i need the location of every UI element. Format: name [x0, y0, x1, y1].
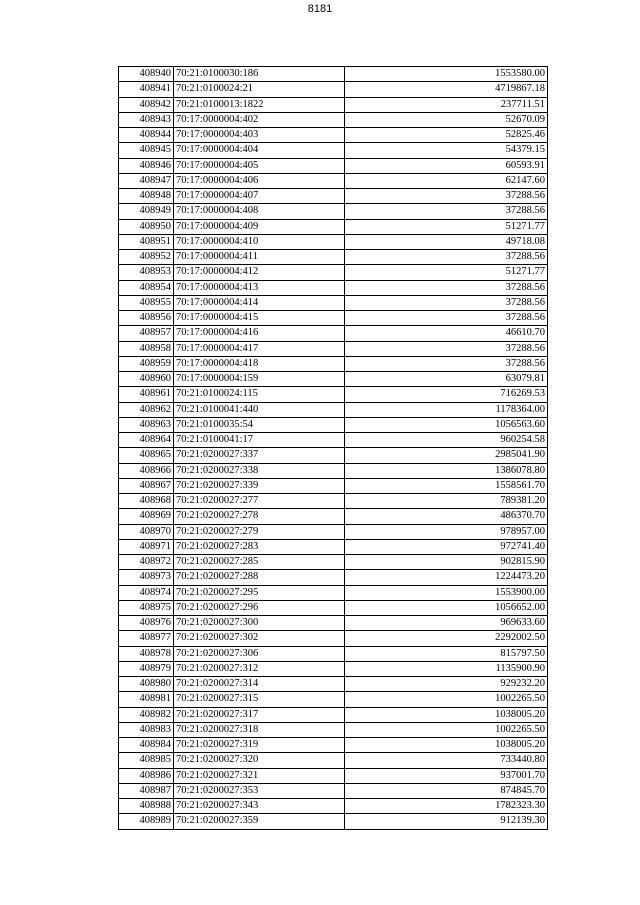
row-id-cell: 408970 [119, 524, 174, 539]
table-row [119, 326, 548, 341]
amount-cell: 978957.00 [345, 524, 548, 539]
table-row [119, 570, 548, 585]
row-id-cell: 408988 [119, 799, 174, 814]
table-row [119, 128, 548, 143]
amount-cell: 1178364.00 [345, 402, 548, 417]
row-id-cell: 408989 [119, 814, 174, 829]
row-id-cell: 408971 [119, 539, 174, 554]
cadastral-number-cell: 70:21:0200027:337 [174, 448, 345, 463]
row-id-cell: 408982 [119, 707, 174, 722]
table-row [119, 631, 548, 646]
table-row [119, 707, 548, 722]
amount-cell: 237711.51 [345, 97, 548, 112]
table-row [119, 356, 548, 371]
row-id-cell: 408955 [119, 295, 174, 310]
amount-cell: 37288.56 [345, 356, 548, 371]
amount-cell: 912139.30 [345, 814, 548, 829]
amount-cell: 874845.70 [345, 783, 548, 798]
cadastral-number-cell: 70:21:0100035:54 [174, 417, 345, 432]
row-id-cell: 408974 [119, 585, 174, 600]
cadastral-number-cell: 70:21:0200027:285 [174, 555, 345, 570]
cadastral-number-cell: 70:21:0200027:359 [174, 814, 345, 829]
row-id-cell: 408943 [119, 112, 174, 127]
cadastral-number-cell: 70:17:0000004:413 [174, 280, 345, 295]
amount-cell: 929232.20 [345, 677, 548, 692]
amount-cell: 51271.77 [345, 265, 548, 280]
table-row [119, 250, 548, 265]
table-row [119, 555, 548, 570]
table-row [119, 738, 548, 753]
amount-cell: 789381.20 [345, 494, 548, 509]
table-row [119, 204, 548, 219]
cadastral-number-cell: 70:21:0100030:186 [174, 67, 345, 82]
amount-cell: 63079.81 [345, 372, 548, 387]
cadastral-number-cell: 70:21:0200027:338 [174, 463, 345, 478]
cadastral-number-cell: 70:17:0000004:407 [174, 189, 345, 204]
cadastral-number-cell: 70:21:0100024:21 [174, 82, 345, 97]
table-row [119, 539, 548, 554]
row-id-cell: 408958 [119, 341, 174, 356]
cadastral-number-cell: 70:17:0000004:159 [174, 372, 345, 387]
amount-cell: 960254.58 [345, 433, 548, 448]
table-row [119, 646, 548, 661]
cadastral-number-cell: 70:21:0200027:283 [174, 539, 345, 554]
row-id-cell: 408981 [119, 692, 174, 707]
row-id-cell: 408954 [119, 280, 174, 295]
amount-cell: 37288.56 [345, 311, 548, 326]
cadastral-number-cell: 70:17:0000004:414 [174, 295, 345, 310]
table-row [119, 463, 548, 478]
row-id-cell: 408944 [119, 128, 174, 143]
table-row [119, 112, 548, 127]
amount-cell: 1558561.70 [345, 478, 548, 493]
amount-cell: 52670.09 [345, 112, 548, 127]
table-row [119, 372, 548, 387]
amount-cell: 1038005.20 [345, 707, 548, 722]
cadastral-number-cell: 70:21:0200027:306 [174, 646, 345, 661]
table-row [119, 509, 548, 524]
row-id-cell: 408984 [119, 738, 174, 753]
cadastral-number-cell: 70:21:0200027:320 [174, 753, 345, 768]
table-row [119, 341, 548, 356]
row-id-cell: 408979 [119, 661, 174, 676]
row-id-cell: 408967 [119, 478, 174, 493]
table-row [119, 189, 548, 204]
row-id-cell: 408976 [119, 616, 174, 631]
cadastral-number-cell: 70:17:0000004:418 [174, 356, 345, 371]
amount-cell: 937001.70 [345, 768, 548, 783]
table-row [119, 295, 548, 310]
table-row [119, 600, 548, 615]
amount-cell: 1038005.20 [345, 738, 548, 753]
cadastral-number-cell: 70:21:0200027:317 [174, 707, 345, 722]
row-id-cell: 408953 [119, 265, 174, 280]
cadastral-number-cell: 70:21:0200027:319 [174, 738, 345, 753]
cadastral-number-cell: 70:17:0000004:410 [174, 234, 345, 249]
amount-cell: 1056652.00 [345, 600, 548, 615]
row-id-cell: 408985 [119, 753, 174, 768]
amount-cell: 37288.56 [345, 204, 548, 219]
row-id-cell: 408948 [119, 189, 174, 204]
row-id-cell: 408941 [119, 82, 174, 97]
table-row [119, 82, 548, 97]
table-row [119, 478, 548, 493]
cadastral-number-cell: 70:17:0000004:417 [174, 341, 345, 356]
amount-cell: 969633.60 [345, 616, 548, 631]
row-id-cell: 408983 [119, 722, 174, 737]
cadastral-number-cell: 70:17:0000004:403 [174, 128, 345, 143]
amount-cell: 1782323.30 [345, 799, 548, 814]
row-id-cell: 408965 [119, 448, 174, 463]
cadastral-number-cell: 70:17:0000004:409 [174, 219, 345, 234]
cadastral-number-cell: 70:21:0200027:300 [174, 616, 345, 631]
amount-cell: 37288.56 [345, 250, 548, 265]
row-id-cell: 408956 [119, 311, 174, 326]
row-id-cell: 408949 [119, 204, 174, 219]
page-number: 8181 [307, 3, 333, 15]
table-row [119, 97, 548, 112]
amount-cell: 54379.15 [345, 143, 548, 158]
table-row [119, 219, 548, 234]
table-row [119, 417, 548, 432]
row-id-cell: 408961 [119, 387, 174, 402]
amount-cell: 37288.56 [345, 341, 548, 356]
row-id-cell: 408959 [119, 356, 174, 371]
table-row [119, 265, 548, 280]
table-row [119, 448, 548, 463]
table-row [119, 67, 548, 82]
row-id-cell: 408946 [119, 158, 174, 173]
table-row [119, 234, 548, 249]
row-id-cell: 408978 [119, 646, 174, 661]
amount-cell: 1553900.00 [345, 585, 548, 600]
cadastral-number-cell: 70:17:0000004:404 [174, 143, 345, 158]
cadastral-number-cell: 70:21:0100024:115 [174, 387, 345, 402]
cadastral-number-cell: 70:21:0100041:17 [174, 433, 345, 448]
cadastral-number-cell: 70:21:0200027:288 [174, 570, 345, 585]
cadastral-number-cell: 70:21:0200027:278 [174, 509, 345, 524]
amount-cell: 46610.70 [345, 326, 548, 341]
amount-cell: 52825.46 [345, 128, 548, 143]
cadastral-number-cell: 70:21:0200027:277 [174, 494, 345, 509]
row-id-cell: 408951 [119, 234, 174, 249]
amount-cell: 2292002.50 [345, 631, 548, 646]
amount-cell: 1056563.60 [345, 417, 548, 432]
cadastral-number-cell: 70:21:0100041:440 [174, 402, 345, 417]
amount-cell: 37288.56 [345, 189, 548, 204]
table-row [119, 143, 548, 158]
amount-cell: 902815.90 [345, 555, 548, 570]
row-id-cell: 408940 [119, 67, 174, 82]
table-row [119, 768, 548, 783]
amount-cell: 49718.08 [345, 234, 548, 249]
cadastral-number-cell: 70:21:0200027:279 [174, 524, 345, 539]
cadastral-number-cell: 70:21:0200027:295 [174, 585, 345, 600]
cadastral-number-cell: 70:17:0000004:412 [174, 265, 345, 280]
amount-cell: 37288.56 [345, 280, 548, 295]
cadastral-number-cell: 70:17:0000004:406 [174, 173, 345, 188]
amount-cell: 37288.56 [345, 295, 548, 310]
cadastral-number-cell: 70:17:0000004:408 [174, 204, 345, 219]
cadastral-number-cell: 70:17:0000004:402 [174, 112, 345, 127]
cadastral-number-cell: 70:21:0200027:321 [174, 768, 345, 783]
row-id-cell: 408963 [119, 417, 174, 432]
cadastral-number-cell: 70:21:0200027:314 [174, 677, 345, 692]
cadastral-number-cell: 70:21:0200027:302 [174, 631, 345, 646]
cadastral-number-cell: 70:17:0000004:411 [174, 250, 345, 265]
row-id-cell: 408975 [119, 600, 174, 615]
table-row [119, 692, 548, 707]
table-row [119, 158, 548, 173]
row-id-cell: 408966 [119, 463, 174, 478]
table-row [119, 783, 548, 798]
cadastral-number-cell: 70:21:0200027:296 [174, 600, 345, 615]
row-id-cell: 408945 [119, 143, 174, 158]
row-id-cell: 408952 [119, 250, 174, 265]
table-row [119, 433, 548, 448]
amount-cell: 60593.91 [345, 158, 548, 173]
row-id-cell: 408947 [119, 173, 174, 188]
cadastral-number-cell: 70:21:0200027:315 [174, 692, 345, 707]
row-id-cell: 408969 [119, 509, 174, 524]
amount-cell: 716269.53 [345, 387, 548, 402]
amount-cell: 486370.70 [345, 509, 548, 524]
table-row [119, 677, 548, 692]
cadastral-number-cell: 70:21:0200027:312 [174, 661, 345, 676]
cadastral-number-cell: 70:17:0000004:415 [174, 311, 345, 326]
table-row [119, 387, 548, 402]
row-id-cell: 408986 [119, 768, 174, 783]
amount-cell: 1224473.20 [345, 570, 548, 585]
amount-cell: 815797.50 [345, 646, 548, 661]
table-row [119, 661, 548, 676]
cadastral-number-cell: 70:21:0200027:343 [174, 799, 345, 814]
amount-cell: 1002265.50 [345, 722, 548, 737]
row-id-cell: 408960 [119, 372, 174, 387]
table-row [119, 753, 548, 768]
table-row [119, 616, 548, 631]
table-row [119, 280, 548, 295]
table-row [119, 402, 548, 417]
table-row [119, 799, 548, 814]
amount-cell: 972741.40 [345, 539, 548, 554]
amount-cell: 1002265.50 [345, 692, 548, 707]
cadastral-number-cell: 70:17:0000004:416 [174, 326, 345, 341]
cadastral-number-cell: 70:21:0200027:318 [174, 722, 345, 737]
table-row [119, 722, 548, 737]
cadastral-number-cell: 70:21:0200027:339 [174, 478, 345, 493]
cadastral-table [118, 66, 548, 830]
table-row [119, 585, 548, 600]
table-row [119, 173, 548, 188]
amount-cell: 62147.60 [345, 173, 548, 188]
table-row [119, 524, 548, 539]
row-id-cell: 408987 [119, 783, 174, 798]
table-row [119, 494, 548, 509]
table-row [119, 814, 548, 829]
row-id-cell: 408973 [119, 570, 174, 585]
row-id-cell: 408964 [119, 433, 174, 448]
row-id-cell: 408968 [119, 494, 174, 509]
row-id-cell: 408950 [119, 219, 174, 234]
amount-cell: 51271.77 [345, 219, 548, 234]
cadastral-number-cell: 70:21:0200027:353 [174, 783, 345, 798]
table-body [119, 67, 548, 830]
row-id-cell: 408962 [119, 402, 174, 417]
cadastral-number-cell: 70:17:0000004:405 [174, 158, 345, 173]
amount-cell: 4719867.18 [345, 82, 548, 97]
row-id-cell: 408942 [119, 97, 174, 112]
row-id-cell: 408977 [119, 631, 174, 646]
amount-cell: 1553580.00 [345, 67, 548, 82]
table-row [119, 311, 548, 326]
amount-cell: 1386078.80 [345, 463, 548, 478]
row-id-cell: 408972 [119, 555, 174, 570]
cadastral-number-cell: 70:21:0100013:1822 [174, 97, 345, 112]
amount-cell: 733440.80 [345, 753, 548, 768]
amount-cell: 1135900.90 [345, 661, 548, 676]
row-id-cell: 408980 [119, 677, 174, 692]
row-id-cell: 408957 [119, 326, 174, 341]
amount-cell: 2985041.90 [345, 448, 548, 463]
